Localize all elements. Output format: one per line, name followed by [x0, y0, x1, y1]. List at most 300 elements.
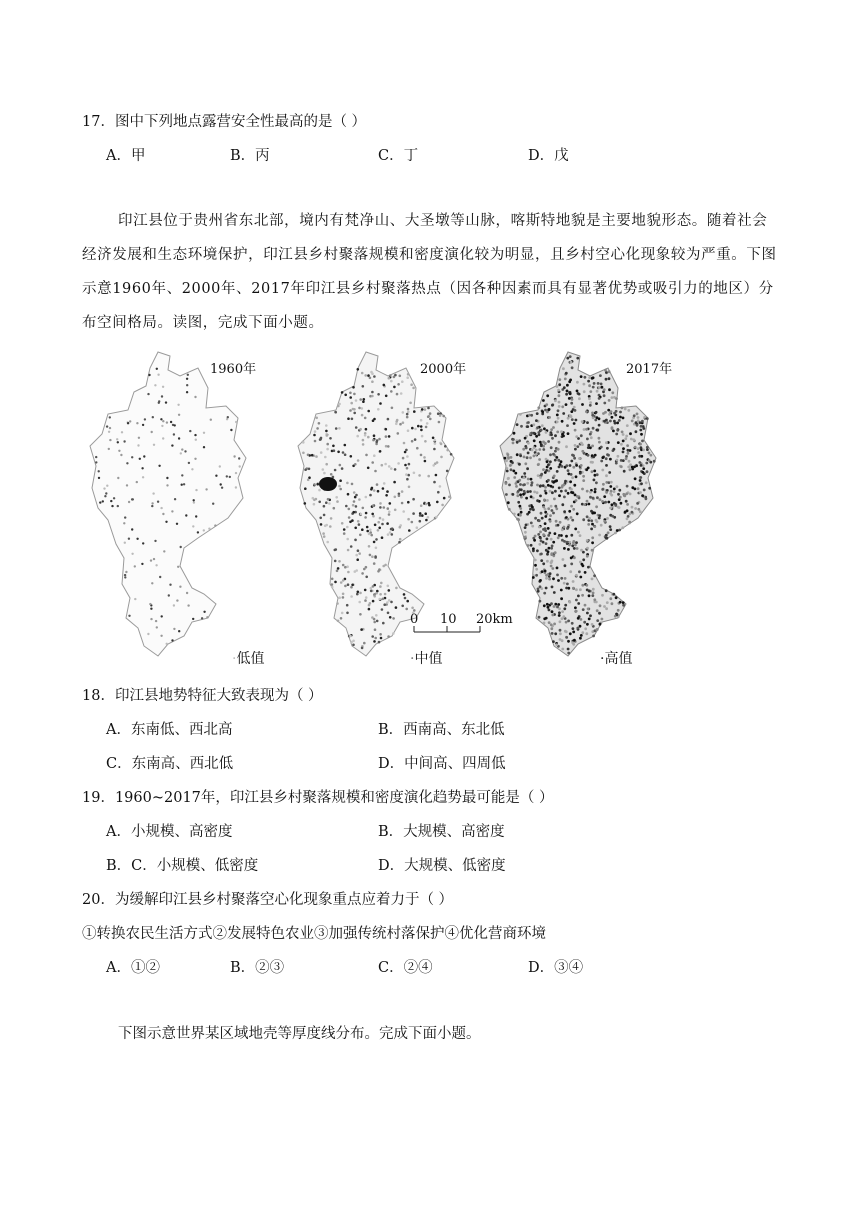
settlement-dot — [342, 451, 345, 454]
settlement-dot — [142, 424, 144, 426]
settlement-dot — [616, 422, 619, 425]
settlement-dot — [576, 445, 579, 448]
q18-option-d: D．中间高、四周低 — [378, 756, 506, 772]
settlement-dot — [592, 427, 595, 430]
settlement-dot — [504, 457, 507, 460]
settlement-dot — [558, 611, 561, 614]
settlement-dot — [364, 599, 367, 602]
settlement-dot — [557, 409, 560, 412]
settlement-dot — [538, 448, 541, 451]
settlement-dot — [346, 482, 349, 485]
settlement-dot — [516, 494, 519, 497]
settlement-dot — [542, 533, 545, 536]
settlement-dot — [583, 383, 586, 386]
settlement-dot — [353, 491, 356, 494]
settlement-dot — [339, 464, 342, 467]
settlement-dot — [369, 529, 372, 532]
settlement-dot — [229, 476, 231, 478]
settlement-dot — [367, 436, 370, 439]
settlement-dot — [161, 425, 163, 427]
settlement-dot — [429, 412, 432, 415]
settlement-dot — [203, 611, 205, 613]
settlement-dot — [645, 481, 648, 484]
settlement-dot — [557, 579, 560, 582]
settlement-dot — [517, 490, 520, 493]
settlement-dot — [561, 420, 564, 423]
settlement-dot — [619, 416, 622, 419]
settlement-dot — [537, 533, 540, 536]
settlement-dot — [102, 500, 104, 502]
settlement-dot — [533, 539, 536, 542]
settlement-dot — [341, 391, 344, 394]
legend-mid — [410, 648, 442, 668]
settlement-dot — [425, 519, 428, 522]
settlement-dot — [361, 407, 364, 410]
settlement-dot — [601, 488, 604, 491]
settlement-dot — [591, 578, 594, 581]
settlement-dot — [387, 612, 390, 615]
settlement-dot — [542, 468, 545, 471]
settlement-dot — [381, 523, 384, 526]
settlement-dot — [556, 567, 559, 570]
q20-stem: 20．为缓解印江县乡村聚落空心化现象重点应着力于（ ） — [82, 892, 454, 908]
settlement-dot — [598, 386, 601, 389]
settlement-dot — [123, 522, 125, 524]
settlement-dot — [518, 439, 521, 442]
settlement-dot — [598, 534, 601, 537]
settlement-dot — [319, 517, 322, 520]
settlement-dot — [401, 502, 404, 505]
settlement-dot — [599, 374, 602, 377]
settlement-dot — [536, 491, 539, 494]
settlement-dot — [212, 503, 214, 505]
settlement-dot — [372, 504, 375, 507]
settlement-dot — [516, 423, 519, 426]
settlement-dot — [602, 412, 605, 415]
settlement-dot — [542, 448, 545, 451]
settlement-dot — [571, 454, 574, 457]
settlement-dot — [149, 603, 151, 605]
settlement-dot — [373, 434, 376, 437]
settlement-dot — [365, 428, 368, 431]
settlement-dot — [363, 398, 366, 401]
settlement-dot — [551, 632, 554, 635]
settlement-dot — [376, 620, 379, 623]
settlement-dot — [377, 490, 380, 493]
settlement-dot — [574, 528, 577, 531]
settlement-dot — [598, 517, 601, 520]
settlement-dot — [576, 390, 579, 393]
settlement-dot — [605, 378, 608, 381]
settlement-dot — [584, 571, 587, 574]
settlement-dot — [345, 505, 348, 508]
settlement-dot — [304, 487, 307, 490]
legend-mid-dot: · — [410, 651, 415, 667]
settlement-dot — [573, 457, 576, 460]
settlement-dot — [385, 428, 388, 431]
settlement-dot — [338, 596, 341, 599]
settlement-dot — [543, 592, 546, 595]
settlement-dot — [606, 453, 609, 456]
settlement-dot — [600, 383, 603, 386]
settlement-dot — [106, 425, 108, 427]
settlement-dot — [381, 608, 384, 611]
settlement-dot — [574, 606, 577, 609]
settlement-dot — [302, 452, 305, 455]
settlement-dot — [586, 500, 589, 503]
settlement-dot — [586, 490, 589, 493]
settlement-dot — [371, 616, 374, 619]
settlement-dot — [568, 544, 571, 547]
settlement-dot — [598, 514, 601, 517]
settlement-dot — [325, 501, 328, 504]
settlement-dot — [336, 570, 339, 573]
settlement-dot — [388, 465, 391, 468]
settlement-dot — [186, 378, 188, 380]
settlement-dot — [348, 508, 351, 511]
settlement-dot — [577, 392, 580, 395]
settlement-dot — [622, 451, 625, 454]
settlement-dot — [580, 464, 583, 467]
settlement-dot — [569, 392, 572, 395]
settlement-dot — [580, 618, 583, 621]
settlement-dot — [392, 617, 395, 620]
settlement-dot — [331, 586, 334, 589]
settlement-dot — [406, 376, 409, 379]
settlement-dot — [588, 397, 591, 400]
settlement-dot — [557, 448, 560, 451]
settlement-dot — [315, 455, 318, 458]
settlement-dot — [640, 433, 643, 436]
settlement-dot — [548, 621, 551, 624]
settlement-dot — [585, 468, 588, 471]
settlement-dot — [134, 598, 136, 600]
settlement-dot — [547, 479, 550, 482]
settlement-dot — [537, 474, 540, 477]
settlement-dot — [527, 452, 530, 455]
settlement-dot — [548, 609, 551, 612]
settlement-dot — [517, 518, 520, 521]
settlement-dot — [136, 422, 138, 424]
settlement-dot — [331, 578, 334, 581]
settlement-dot — [548, 578, 551, 581]
settlement-dot — [560, 597, 563, 600]
settlement-dot — [631, 420, 634, 423]
settlement-dot — [589, 433, 592, 436]
settlement-dot — [571, 519, 574, 522]
settlement-dot — [347, 493, 350, 496]
settlement-dot — [128, 615, 130, 617]
settlement-dot — [355, 505, 358, 508]
settlement-dot — [346, 538, 349, 541]
settlement-dot — [519, 483, 522, 486]
settlement-dot — [148, 374, 150, 376]
settlement-dot — [535, 419, 538, 422]
settlement-dot — [338, 485, 341, 488]
settlement-dot — [183, 483, 185, 485]
settlement-dot — [510, 468, 513, 471]
settlement-dot — [307, 479, 310, 482]
settlement-dot — [352, 386, 355, 389]
settlement-dot — [427, 415, 430, 418]
settlement-dot — [622, 459, 625, 462]
settlement-dot — [344, 394, 347, 397]
settlement-dot — [638, 461, 641, 464]
settlement-dot — [575, 541, 578, 544]
settlement-dot — [588, 594, 591, 597]
settlement-dot — [362, 439, 365, 442]
settlement-dot — [639, 491, 642, 494]
settlement-dot — [186, 391, 188, 393]
settlement-dot — [434, 442, 437, 445]
settlement-dot — [181, 448, 183, 450]
settlement-dot — [569, 632, 572, 635]
settlement-dot — [576, 495, 579, 498]
settlement-dot — [523, 490, 526, 493]
settlement-dot — [361, 528, 364, 531]
settlement-dot — [161, 615, 163, 617]
settlement-dot — [323, 514, 326, 517]
settlement-dot — [643, 416, 646, 419]
settlement-dot — [639, 421, 642, 424]
settlement-dot — [598, 437, 601, 440]
settlement-dot — [578, 570, 581, 573]
settlement-dot — [362, 443, 365, 446]
settlement-hotspot-figure — [88, 348, 688, 668]
settlement-dot — [221, 487, 223, 489]
settlement-dot — [446, 449, 449, 452]
settlement-dot — [516, 441, 519, 444]
settlement-dot — [337, 620, 340, 623]
settlement-dot — [388, 589, 391, 592]
settlement-dot — [615, 462, 618, 465]
settlement-dot — [420, 425, 423, 428]
settlement-dot — [513, 432, 516, 435]
settlement-dot — [603, 420, 606, 423]
settlement-dot — [539, 484, 542, 487]
settlement-dot — [194, 458, 196, 460]
settlement-dot — [606, 601, 609, 604]
settlement-dot — [556, 385, 559, 388]
settlement-dot — [587, 566, 590, 569]
settlement-dot — [342, 596, 345, 599]
settlement-dot — [323, 535, 326, 538]
settlement-dot — [424, 512, 427, 515]
settlement-dot — [410, 383, 413, 386]
settlement-dot — [330, 517, 333, 520]
settlement-dot — [386, 522, 389, 525]
settlement-dot — [565, 464, 568, 467]
settlement-dot — [385, 395, 388, 398]
settlement-dot — [215, 475, 217, 477]
q17-option-c: C．丁 — [378, 148, 419, 164]
settlement-dot — [332, 445, 335, 448]
settlement-dot — [633, 456, 636, 459]
settlement-dot — [150, 559, 152, 561]
settlement-dot — [555, 456, 558, 459]
settlement-dot — [357, 459, 360, 462]
settlement-dot — [609, 597, 612, 600]
settlement-dot — [561, 610, 564, 613]
settlement-dot — [581, 594, 584, 597]
settlement-dot — [585, 428, 588, 431]
settlement-dot — [373, 640, 376, 643]
settlement-dot — [435, 516, 438, 519]
settlement-dot — [369, 531, 372, 534]
settlement-dot — [592, 497, 595, 500]
settlement-dot — [622, 447, 625, 450]
settlement-dot — [371, 555, 374, 558]
settlement-dot — [539, 495, 542, 498]
settlement-dot — [144, 418, 146, 420]
settlement-dot — [510, 456, 513, 459]
settlement-dot — [611, 391, 614, 394]
settlement-dot — [174, 498, 176, 500]
settlement-dot — [406, 413, 409, 416]
settlement-dot — [566, 541, 569, 544]
settlement-dot — [566, 424, 569, 427]
settlement-dot — [610, 490, 613, 493]
settlement-dot — [391, 407, 394, 410]
settlement-dot — [382, 598, 385, 601]
settlement-dot — [564, 564, 567, 567]
settlement-dot — [522, 448, 525, 451]
settlement-dot — [375, 547, 378, 550]
settlement-dot — [336, 500, 339, 503]
settlement-dot — [545, 542, 548, 545]
settlement-dot — [507, 456, 510, 459]
settlement-dot — [547, 527, 550, 530]
settlement-dot — [531, 525, 534, 528]
settlement-dot — [352, 640, 355, 643]
settlement-dot — [402, 421, 405, 424]
settlement-dot — [600, 446, 603, 449]
settlement-dot — [567, 620, 570, 623]
settlement-dot — [575, 419, 578, 422]
settlement-dot — [563, 496, 566, 499]
settlement-dot — [539, 537, 542, 540]
settlement-dot — [416, 447, 419, 450]
settlement-dot — [576, 357, 579, 360]
settlement-dot — [131, 553, 133, 555]
settlement-dot — [547, 606, 550, 609]
settlement-dot — [572, 580, 575, 583]
settlement-dot — [567, 469, 570, 472]
settlement-dot — [195, 489, 197, 491]
settlement-dot — [346, 526, 349, 529]
settlement-dot — [550, 428, 553, 431]
settlement-dot — [375, 538, 378, 541]
settlement-dot — [548, 470, 551, 473]
settlement-dot — [326, 434, 329, 437]
settlement-dot — [141, 563, 143, 565]
settlement-dot — [627, 449, 630, 452]
settlement-dot — [534, 559, 537, 562]
settlement-dot — [365, 496, 368, 499]
settlement-dot — [227, 416, 229, 418]
settlement-dot — [582, 558, 585, 561]
settlement-dot — [551, 586, 554, 589]
settlement-dot — [572, 587, 575, 590]
settlement-dot — [573, 422, 576, 425]
settlement-dot — [648, 452, 651, 455]
settlement-dot — [544, 570, 547, 573]
settlement-dot — [320, 437, 323, 440]
settlement-dot — [532, 547, 535, 550]
settlement-dot — [575, 475, 578, 478]
settlement-dot — [166, 643, 168, 645]
settlement-dot — [539, 600, 542, 603]
settlement-dot — [546, 499, 549, 502]
settlement-dot — [385, 435, 388, 438]
settlement-dot — [333, 449, 336, 452]
settlement-dot — [586, 623, 589, 626]
settlement-dot — [530, 478, 533, 481]
settlement-dot — [108, 431, 110, 433]
settlement-dot — [624, 511, 627, 514]
settlement-dot — [407, 408, 410, 411]
settlement-dot — [386, 490, 389, 493]
settlement-dot — [444, 445, 447, 448]
settlement-dot — [538, 543, 541, 546]
settlement-dot — [187, 604, 189, 606]
settlement-dot — [564, 630, 567, 633]
settlement-dot — [604, 369, 607, 372]
settlement-dot — [567, 518, 570, 521]
settlement-dot — [620, 443, 623, 446]
settlement-dot — [357, 591, 360, 594]
settlement-dot — [592, 592, 595, 595]
settlement-dot — [352, 504, 355, 507]
settlement-dot — [425, 426, 428, 429]
settlement-dot — [363, 642, 366, 645]
settlement-dot — [407, 474, 410, 477]
settlement-dot — [304, 468, 307, 471]
settlement-dot — [635, 464, 638, 467]
settlement-dot — [540, 540, 543, 543]
settlement-dot — [560, 490, 563, 493]
q17-option-a: A．甲 — [106, 148, 146, 164]
settlement-dot — [605, 457, 608, 460]
settlement-dot — [361, 647, 364, 650]
settlement-dot — [628, 460, 631, 463]
settlement-dot — [541, 411, 544, 414]
settlement-dot — [512, 470, 515, 473]
settlement-dot — [570, 505, 573, 508]
settlement-dot — [606, 517, 609, 520]
settlement-dot — [520, 511, 523, 514]
settlement-dot — [177, 404, 179, 406]
settlement-dot — [618, 489, 621, 492]
settlement-dot — [203, 529, 205, 531]
settlement-dot — [589, 401, 592, 404]
settlement-dot — [542, 484, 545, 487]
settlement-dot — [411, 427, 414, 430]
settlement-dot — [549, 572, 552, 575]
settlement-dot — [349, 396, 352, 399]
settlement-dot — [559, 632, 562, 635]
settlement-dot — [341, 467, 344, 470]
settlement-dot — [398, 495, 401, 498]
settlement-dot — [554, 505, 557, 508]
settlement-dot — [380, 637, 383, 640]
settlement-dot — [98, 477, 100, 479]
settlement-dot — [353, 408, 356, 411]
settlement-dot — [622, 604, 625, 607]
settlement-dot — [434, 439, 437, 442]
settlement-dot — [551, 610, 554, 613]
settlement-dot — [336, 602, 339, 605]
